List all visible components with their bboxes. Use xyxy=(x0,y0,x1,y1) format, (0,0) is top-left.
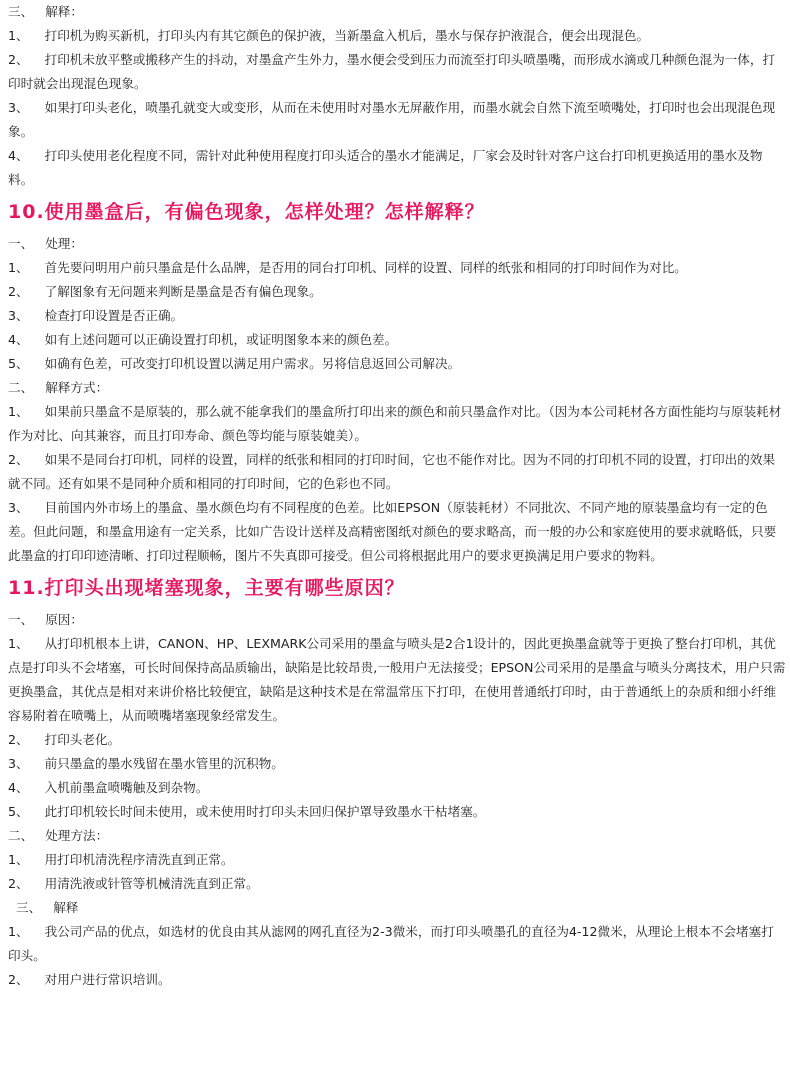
paragraph: 三、 解释 xyxy=(16,900,79,915)
paragraph: 4、 如有上述问题可以正确设置打印机，或证明图象本来的颜色差。 xyxy=(8,332,398,347)
paragraph: 二、 处理方法： xyxy=(8,828,109,843)
paragraph: 3、 如果打印头老化，喷墨孔就变大或变形，从而在未使用时对墨水无屏蔽作用，而墨水就会自然下流至喷嘴处，打印时也会出现混色现象。 xyxy=(8,100,776,139)
paragraph: 3、 目前国内外市场上的墨盒、墨水颜色均有不同程度的色差。比如EPSON（原装耗材）不同批次、不同产地的原装墨盒均有一定的色差。但此问题，和墨盒用途有一定关系，比如广告设计送样及高精密图纸对颜色的要求略高，而一般的办公和家庭使用的要求就略低，只要此墨盒的打印印迹清晰、打印过程顺畅，图片不失真即可接受。但公司将根据此用户的要求更换满足用户要求的物料。 xyxy=(8,500,777,563)
paragraph: 2、 打印机未放平整或搬移产生的抖动，对墨盒产生外力，墨水便会受到压力而流至打印头喷墨嘴，而形成水滴或几种颜色混为一体，打印时就会出现混色现象。 xyxy=(8,52,776,91)
paragraph: 1、 如果前只墨盒不是原装的，那么就不能拿我们的墨盒所打印出来的颜色和前只墨盒作对比。（因为本公司耗材各方面性能均与原装耗材作为对比、向其兼容，而且打印寿命、颜色等均能与原装媲美）。 xyxy=(8,404,782,443)
paragraph: 1、 用打印机清洗程序清洗直到正常。 xyxy=(8,852,234,867)
paragraph: 2、 了解图象有无问题来判断是墨盒是否有偏色现象。 xyxy=(8,284,322,299)
paragraph: 1、 从打印机根本上讲，CANON、HP、LEXMARK公司采用的墨盒与喷头是2合1设计的，因此更换墨盒就等于更换了整台打印机，其优点是打印头不会堵塞，可长时间保持高品质输出，缺陷是比较昂贵,一般用户无法接受；EPSON公司采用的是墨盒与喷头分离技术，用户只需更换墨盒，其优点是相对来讲价格比较便宜，缺陷是这种技术是在常温常压下打印，在使用普通纸打印时，由于普通纸上的杂质和细小纤维容易附着在喷嘴上，从而喷嘴堵塞现象经常发生。 xyxy=(8,636,786,723)
paragraph: 二、 解释方式： xyxy=(8,380,109,395)
paragraph: 三、 解释： xyxy=(8,4,83,19)
paragraph: 5、 此打印机较长时间未使用，或未使用时打印头未回归保护罩导致墨水干枯堵塞。 xyxy=(8,804,486,819)
paragraph: 4、 打印头使用老化程度不同，需针对此种使用程度打印头适合的墨水才能满足，厂家会及时针对客户这台打印机更换适用的墨水及物料。 xyxy=(8,148,763,187)
section-heading: 11.打印头出现堵塞现象，主要有哪些原因？ xyxy=(8,577,405,599)
paragraph: 一、 原因： xyxy=(8,612,83,627)
paragraph: 1、 打印机为购买新机，打印头内有其它颜色的保护液，当新墨盒入机后，墨水与保存护液混合，便会出现混色。 xyxy=(8,28,650,43)
paragraph: 4、 入机前墨盒喷嘴触及到杂物。 xyxy=(8,780,209,795)
paragraph: 2、 用清洗液或针管等机械清洗直到正常。 xyxy=(8,876,259,891)
paragraph: 2、 打印头老化。 xyxy=(8,732,121,747)
paragraph: 1、 我公司产品的优点，如选材的优良由其从滤网的网孔直径为2-3微米，而打印头喷墨孔的直径为4-12微米，从理论上根本不会堵塞打印头。 xyxy=(8,924,774,963)
paragraph: 1、 首先要问明用户前只墨盒是什么品牌，是否用的同台打印机、同样的设置、同样的纸张和相同的打印时间作为对比。 xyxy=(8,260,687,275)
document-body xyxy=(8,0,786,992)
paragraph: 5、 如确有色差，可改变打印机设置以满足用户需求。另将信息返回公司解决。 xyxy=(8,356,461,371)
paragraph: 3、 检查打印设置是否正确。 xyxy=(8,308,184,323)
paragraph: 2、 对用户进行常识培训。 xyxy=(8,972,171,987)
paragraph: 3、 前只墨盒的墨水残留在墨水管里的沉积物。 xyxy=(8,756,284,771)
paragraph: 2、 如果不是同台打印机，同样的设置，同样的纸张和相同的打印时间，它也不能作对比。因为不同的打印机不同的设置，打印出的效果就不同。还有如果不是同种介质和相同的打印时间，它的色彩也不同。 xyxy=(8,452,776,491)
paragraph: 一、 处理： xyxy=(8,236,83,251)
section-heading: 10.使用墨盒后，有偏色现象，怎样处理？怎样解释？ xyxy=(8,201,485,223)
